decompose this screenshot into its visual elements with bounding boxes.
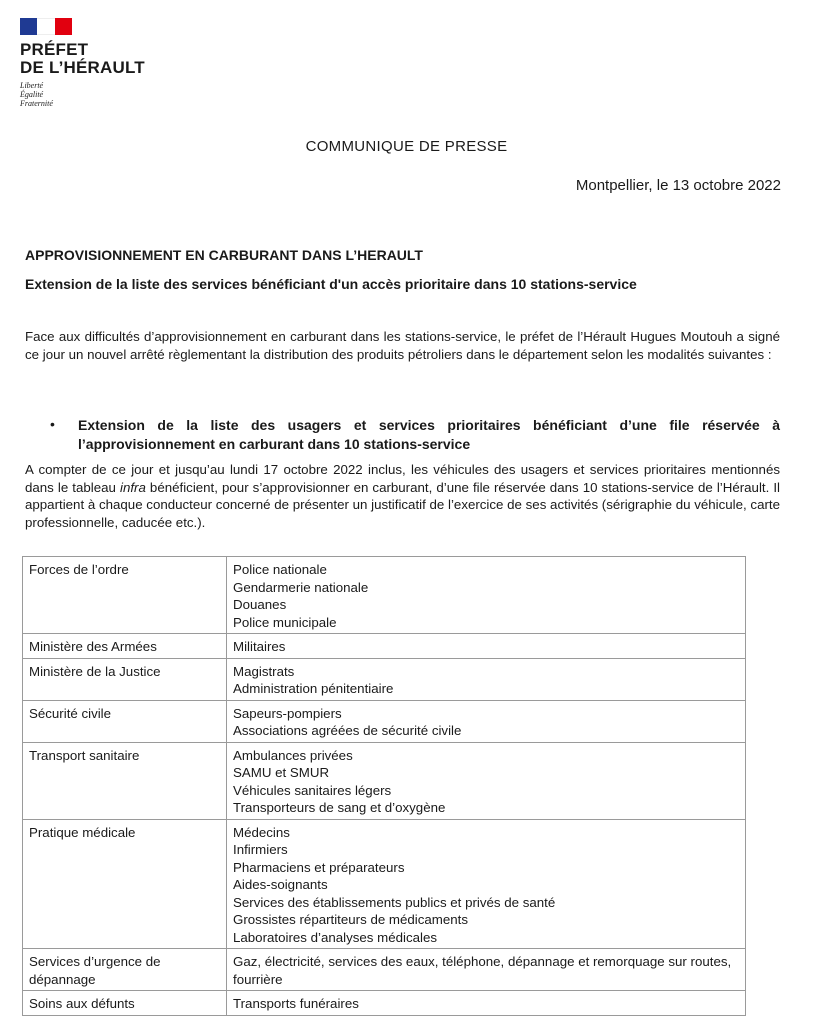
service-item: SAMU et SMUR xyxy=(233,765,330,780)
service-item: Laboratoires d’analyses médicales xyxy=(233,929,437,945)
services-cell xyxy=(227,557,746,634)
services-cell xyxy=(227,634,746,659)
services-cell xyxy=(227,700,746,742)
intro-paragraph: Face aux difficultés d’approvisionnement en carburant dans les stations-service, le préfet de l’Hérault Hugues Moutouh a signé ce jour un nouvel arrêté règlementant la distribution des produits pétroliers dans le département selon les modalités suivantes : xyxy=(25,329,780,362)
subheading: Extension de la liste des services bénéficiant d'un accès prioritaire dans 10 stations-service xyxy=(25,276,637,292)
category-cell: Ministère de la Justice xyxy=(23,658,227,700)
category-cell: Sécurité civile xyxy=(23,700,227,742)
table-row xyxy=(23,557,746,634)
services-cell xyxy=(227,819,746,949)
logo-title xyxy=(20,41,180,77)
service-item: Transports funéraires xyxy=(233,996,359,1011)
place-date: Montpellier, le 13 octobre 2022 xyxy=(575,177,781,194)
service-item: Services des établissements publics et privés de santé xyxy=(233,894,556,910)
table-row xyxy=(23,991,746,1016)
table-row xyxy=(23,949,746,991)
services-cell xyxy=(227,742,746,819)
bullet-icon: • xyxy=(50,416,55,432)
category-cell: Services d’urgence de dépannage xyxy=(23,949,227,991)
motto-line: Liberté xyxy=(20,81,44,90)
table-row xyxy=(23,742,746,819)
category-cell: Soins aux défunts xyxy=(23,991,227,1016)
main-heading: APPROVISIONNEMENT EN CARBURANT DANS L’HERAULT xyxy=(25,247,423,263)
table-row xyxy=(23,819,746,949)
bullet-item xyxy=(50,416,780,454)
category-cell: Transport sanitaire xyxy=(23,742,227,819)
service-item: Douanes xyxy=(233,597,287,612)
service-item: Grossistes répartiteurs de médicaments xyxy=(233,912,469,927)
service-item: Administration pénitentiaire xyxy=(233,681,394,696)
service-item: Sapeurs-pompiers xyxy=(233,705,342,721)
service-item: Médecins xyxy=(233,824,290,840)
service-item: Pharmaciens et préparateurs xyxy=(233,859,405,875)
services-cell xyxy=(227,949,746,991)
service-item: Militaires xyxy=(233,639,286,654)
marianne-flag-icon xyxy=(20,18,72,35)
category-cell: Pratique médicale xyxy=(23,819,227,949)
category-cell: Ministère des Armées xyxy=(23,634,227,659)
motto-line: Égalité xyxy=(20,90,44,99)
service-item: Gaz, électricité, services des eaux, téléphone, dépannage et remorquage sur routes, fourrière xyxy=(233,954,732,987)
service-item: Police nationale xyxy=(233,562,327,577)
table-row xyxy=(23,634,746,659)
table-row xyxy=(23,700,746,742)
logo-line-1: PRÉFET xyxy=(20,40,89,59)
services-cell xyxy=(227,658,746,700)
services-cell xyxy=(227,991,746,1016)
service-item: Véhicules sanitaires légers xyxy=(233,782,392,798)
service-item: Aides-soignants xyxy=(233,877,328,892)
table-row xyxy=(23,658,746,700)
body-text-before: A compter de ce jour et jusqu’au lundi 17 octobre 2022 inclus, les véhicules des usagers et services prioritaires mentionnés dans le tableau xyxy=(25,462,780,495)
service-item: Infirmiers xyxy=(233,842,288,857)
service-item: Magistrats xyxy=(233,663,295,679)
logo-line-2: DE L’HÉRAULT xyxy=(20,58,145,77)
service-item: Gendarmerie nationale xyxy=(233,579,369,595)
category-cell: Forces de l’ordre xyxy=(23,557,227,634)
document-type: COMMUNIQUE DE PRESSE xyxy=(305,138,508,155)
bullet-text: Extension de la liste des usagers et services prioritaires bénéficiant d’une file réservée à l’approvisionnement en carburant dans 10 stations-service xyxy=(78,417,780,452)
service-item: Transporteurs de sang et d’oxygène xyxy=(233,800,446,815)
prefecture-logo xyxy=(20,18,180,108)
service-item: Ambulances privées xyxy=(233,747,353,763)
body-text-italic: infra xyxy=(120,479,146,495)
body-text-after: bénéficient, pour s’approvisionner en carburant, d’une file réservée dans 10 stations-service de l’Hérault. Il appartient à chaque conducteur concerné de présenter un justificatif de l’exercice de ses activités (sérigraphie du véhicule, carte professionnelle, caducée etc.). xyxy=(25,479,781,530)
priority-services-table xyxy=(22,556,746,1016)
motto-line: Fraternité xyxy=(20,99,53,108)
service-item: Police municipale xyxy=(233,614,337,630)
body-paragraph xyxy=(25,461,780,531)
motto xyxy=(20,81,180,108)
service-item: Associations agréées de sécurité civile xyxy=(233,723,462,738)
